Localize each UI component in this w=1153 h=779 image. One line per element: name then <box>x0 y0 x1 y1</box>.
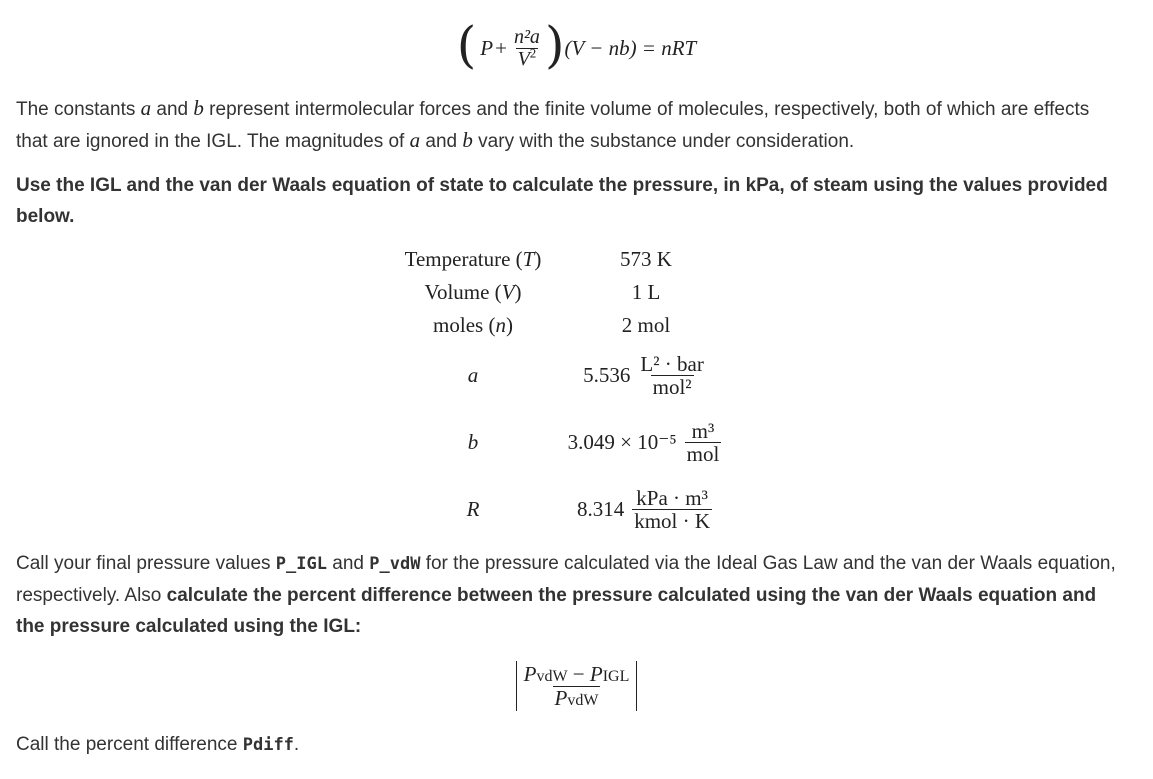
row-label: b <box>467 430 479 454</box>
para1-text-4: and <box>420 131 463 152</box>
eq-pressure-var: P <box>480 35 494 60</box>
para3-text-2: and <box>326 553 370 574</box>
eq-fraction <box>512 27 542 70</box>
unit-fraction <box>638 353 705 398</box>
diff-minus: − <box>567 661 590 686</box>
eq-den-exp: 2 <box>529 44 537 60</box>
unit-fraction <box>632 487 712 532</box>
table-row <box>380 409 726 476</box>
eq-plus: + <box>495 35 507 60</box>
unit-numerator: L² · bar <box>640 351 704 376</box>
para4-text-1: Call the percent difference <box>16 734 243 755</box>
row-label: moles (n) <box>433 313 513 337</box>
row-label: R <box>466 497 480 521</box>
table-row <box>380 243 726 276</box>
diff-den-sub: vdW <box>567 691 599 709</box>
van-der-waals-equation <box>0 16 1153 74</box>
diff-numerator <box>522 663 632 686</box>
absolute-value-bars <box>516 661 638 711</box>
var-a: a <box>140 96 152 120</box>
value-number: 3.049 × 10⁻⁵ <box>567 430 677 454</box>
row-value: 573 K <box>620 247 672 271</box>
eq-den-var: V <box>517 47 530 70</box>
eq-rest: (V − nb) = nRT <box>564 35 697 60</box>
row-value <box>566 342 726 409</box>
var-b: b <box>193 96 204 120</box>
para3-text-1: Call your final pressure values <box>16 553 276 574</box>
value-number: 5.536 <box>583 363 631 387</box>
var-a-2: a <box>409 128 421 152</box>
paragraph-instruction: Use the IGL and the van der Waals equation of state to calculate the pressure, in kPa, of steam using the values provided below. <box>16 175 1108 227</box>
diff-num-sub2: IGL <box>602 667 630 685</box>
row-value: 2 mol <box>621 313 671 337</box>
diff-den-p: P <box>554 685 568 710</box>
row-value <box>566 476 726 543</box>
paragraph-pdiff <box>16 729 1126 761</box>
table-row <box>380 342 726 409</box>
right-paren: ) <box>544 16 565 74</box>
para1-text-2: and <box>151 99 194 120</box>
left-paren: ( <box>456 16 477 74</box>
row-label: Volume (V) <box>424 280 522 304</box>
unit-denominator: mol² <box>652 375 692 399</box>
row-label: Temperature (T) <box>404 247 542 271</box>
paragraph-final-values <box>16 548 1126 642</box>
unit-denominator: kmol · K <box>634 509 711 533</box>
diff-fraction <box>522 663 632 710</box>
code-pdiff: Pdiff <box>242 735 294 755</box>
unit-numerator: kPa · m³ <box>636 485 708 510</box>
para1-text-3: represent intermolecular forces and the finite volume of molecules, respectively, both of which are effects that are ignored in the IGL. The magnitudes of <box>16 99 1090 152</box>
unit-fraction <box>685 420 722 465</box>
code-p-vdw: P_vdW <box>369 554 421 574</box>
diff-denominator <box>553 686 601 710</box>
row-value <box>566 409 726 476</box>
para1-text-1: The constants <box>16 99 141 120</box>
table-row <box>380 276 726 309</box>
code-p-igl: P_IGL <box>275 554 327 574</box>
para3-text-3: for the pressure calculated via the Ideal Gas Law and the van der Waals equation, respectively. Also <box>16 553 1116 606</box>
diff-num-p2: P <box>589 661 603 686</box>
paragraph-constants <box>16 93 1126 157</box>
eq-fraction-numerator: n²a <box>513 25 540 48</box>
para1-text-5: vary with the substance under consideration. <box>472 131 855 152</box>
row-value: 1 L <box>631 280 661 304</box>
eq-fraction-denominator <box>516 44 539 70</box>
table-row <box>380 476 726 543</box>
row-label: a <box>467 363 479 387</box>
para3-bold: calculate the percent difference between the pressure calculated using the van der Waals equation and the pressure calculated using the IGL: <box>16 585 1097 637</box>
var-b-2: b <box>462 128 473 152</box>
diff-num-sub1: vdW <box>536 667 568 685</box>
table-row <box>380 309 726 342</box>
diff-num-p1: P <box>523 661 537 686</box>
para4-text-2: . <box>293 734 300 755</box>
unit-numerator: m³ <box>691 418 715 443</box>
unit-denominator: mol <box>686 442 720 466</box>
value-number: 8.314 <box>576 497 625 521</box>
percent-difference-equation <box>0 658 1153 714</box>
values-table <box>380 243 726 543</box>
